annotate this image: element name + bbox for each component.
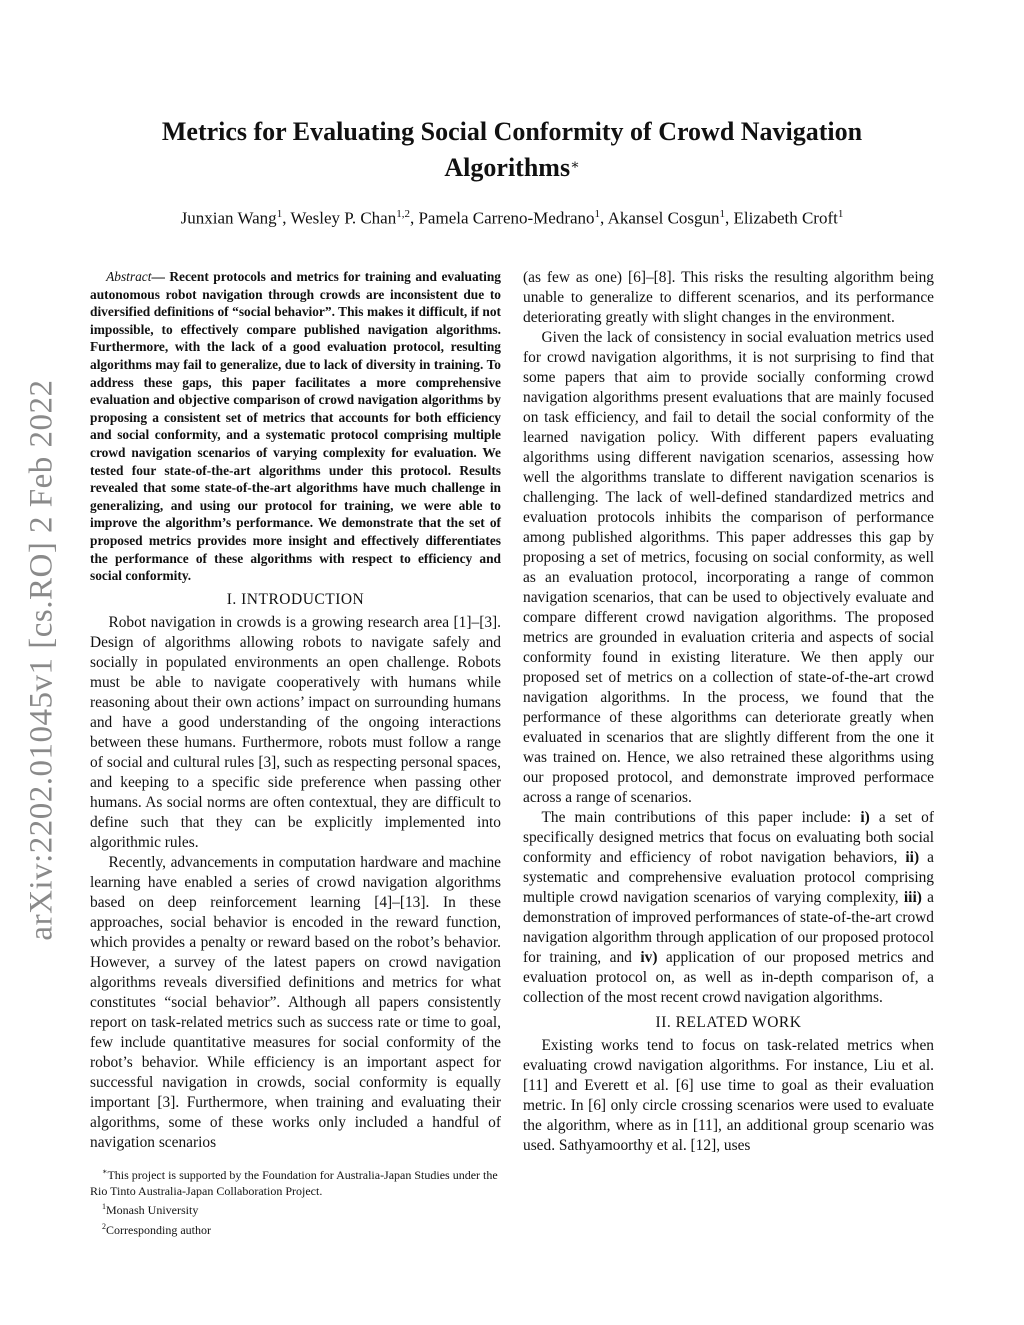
author-list: Junxian Wang$^1$, Wesley P. Chan$^{1,2}$, Pamela Carreno-Medrano$^1$, Akansel Cosgun$^1$, Elizabeth Croft$^1$	[180, 208, 844, 228]
title-footnote-mark: ∗	[570, 158, 580, 173]
author-affiliation: 1,2	[396, 208, 410, 220]
contrib-marker: iv)	[640, 949, 658, 966]
intro-paragraph-1: Robot navigation in crowds is a growing research area [1]–[3]. Design of algorithms allowing robots to navigate safely and socially in populated environments an open challenge. Robots must be able to navigate cooperatively with humans while reasoning about their own actions’ impact on surrounding humans and have a good understanding of the ongoing interactions between these humans. Furthermore, robots must follow a range of social and cultural rules [3], such as respecting personal spaces, and keeping to a specific side preference when passing other humans. As social norms are often contextual, they are difficult to define such that they can be explicitly implemented into algorithmic rules.	[90, 613, 501, 851]
contrib-text: a set of specifically designed metrics that focus on evaluating both social conformity and efficiency of robot navigation behaviors,	[523, 809, 935, 866]
abstract	[90, 268, 501, 585]
author-name: Pamela Carreno-Medrano	[418, 208, 595, 228]
footnote-mark: 1	[102, 1202, 106, 1211]
intro-paragraph-3: Given the lack of consistency in social evaluation metrics used for crowd navigation algorithms, it is not surprising to find that some papers that aim to provide socially conforming crowd navigation algorithms present evaluations that are mainly focused on task efficiency, and fail to detail the social conformity of the learned navigation policy. With different papers evaluating algorithms using different navigation scenarios, assessing how well the algorithms translate to different navigation scenarios is challenging. The lack of well-defined standardized metrics and evaluation protocols inhibits the comparison of performance among published algorithms. This paper addresses this gap by proposing a set of metrics, focusing on social conformity, as well as an evaluation protocol, incorporating a range of common navigation scenarios, that can be used to objectively evaluate and compare different crowd navigation algorithms. The proposed metrics are grounded in evaluation criteria and aspects of social conformity found in existing literature. We then apply our proposed set of metrics on a collection of state-of-the-art crowd navigation algorithms. In the process, we found that the performance of these algorithms can deteriorate greatly when evaluated in scenarios that are slightly different from the one it was trained on. Hence, we also retrained these algorithms using our proposed protocol, and demonstrate improved performace across a range of scenarios.	[523, 329, 934, 806]
section-heading-related-work: II. RELATED WORK	[655, 1014, 802, 1031]
contrib-text: a demonstration of improved performances of state-of-the-art crowd navigation algorithm through application of our proposed protocol for training, and	[523, 889, 934, 966]
contrib-text: The main contributions of this paper include:	[541, 809, 861, 826]
related-work-paragraph-1: Existing works tend to focus on task-related metrics when evaluating crowd navigation algorithms. For instance, Liu et al. [11] and Everett et al. [6] use time to goal as their evaluation metric. In [6] only circle crossing scenarios were used to evaluate the algorithm, where as in [11], an additional group scenario was used. Sathyamoorthy et al. [12], uses	[523, 1037, 934, 1154]
title-line-2	[100, 150, 924, 186]
author-affiliation: 1	[594, 208, 601, 220]
author-affiliation: 1	[837, 208, 844, 220]
contrib-marker: i)	[860, 809, 870, 826]
footnote-funding	[90, 1164, 501, 1199]
contrib-text: a systematic and comprehensive evaluation protocol comprising multiple crowd navigation scenarios of varying complexity,	[523, 849, 934, 906]
footnote-corresponding	[90, 1219, 501, 1239]
author-affiliation: 1	[719, 208, 726, 220]
footnotes	[90, 1164, 501, 1238]
author-name: Akansel Cosgun	[607, 208, 720, 228]
footnote-text: This project is supported by the Foundation for Australia-Japan Studies under the Rio Tinto Australia-Japan Collaboration Project.	[90, 1168, 498, 1198]
author-name: Junxian Wang	[180, 208, 277, 228]
left-column	[90, 268, 501, 1153]
footnote-mark: ∗	[102, 1167, 108, 1176]
footnote-affiliation	[90, 1199, 501, 1219]
right-column	[523, 268, 934, 1156]
section-heading-introduction: I. INTRODUCTION	[226, 590, 365, 608]
intro-paragraph-2: Recently, advancements in computation hardware and machine learning have enabled a series of crowd navigation algorithms based on deep reinforcement learning [4]–[13]. In these approaches, social behavior is encoded in the reward function, which provides a penalty or reward based on the robot’s behavior. However, a survey of the latest papers on crowd navigation algorithms reveals diversified definitions and metrics for what constitutes “social behavior”. Although all papers consistently report on task-related metrics such as success rate or time to goal, few include quantitative measures for social conformity of the robot’s behavior. While efficiency is an important aspect for successful navigation in crowds, social conformity is equally important [3]. Furthermore, when training and evaluating their algorithms, some of these works only included a handful of navigation scenarios	[90, 853, 501, 1151]
author-name: Elizabeth Croft	[733, 208, 838, 228]
abstract-text: — Recent protocols and metrics for training and evaluating autonomous robot navigation through crowds are inconsistent due to diversified definitions of “social behavior”. This makes it difficult, if not impossible, to effectively compare published navigation algorithms. Furthermore, with the lack of a good evaluation protocol, resulting algorithms may fail to generalize, due to lack of diversity in training. To address these gaps, this paper facilitates a more comprehensive evaluation and objective comparison of crowd navigation algorithms by proposing a consistent set of metrics that accounts for both efficiency and social conformity, and a systematic protocol comprising multiple crowd navigation scenarios of varying complexity for evaluation. We tested four state-of-the-art algorithms under this protocol. Results revealed that some state-of-the-art algorithms have much challenge in generalizing, and using our protocol for training, we were able to improve the algorithm’s performance. We demonstrate that the set of proposed metrics provides more insight and effectively differentiates the performance of these algorithms with respect to efficiency and social conformity.	[90, 269, 501, 584]
contrib-marker: ii)	[905, 849, 920, 866]
footnote-mark: 2	[102, 1221, 106, 1231]
arxiv-sidebar	[22, 360, 62, 960]
title-line-1: Metrics for Evaluating Social Conformity of Crowd Navigation	[161, 117, 863, 146]
abstract-label: Abstract	[106, 269, 152, 284]
title-line-2-text: Algorithms	[444, 153, 571, 182]
contributions-paragraph	[523, 808, 934, 1008]
contrib-marker: iii)	[903, 889, 922, 906]
contrib-text: application of our proposed metrics and evaluation protocol on, as well as in-depth comparison of, a collection of the most recent crowd navigation algorithms.	[523, 949, 935, 1006]
footnote-text: Corresponding author	[106, 1222, 211, 1237]
footnote-text: Monash University	[106, 1203, 199, 1217]
arxiv-id: arXiv:2202.01045v1 [cs.RO] 2 Feb 2022	[23, 379, 60, 941]
author-affiliation: 1	[276, 208, 283, 220]
author-name: Wesley P. Chan	[290, 208, 397, 228]
intro-paragraph-continued: (as few as one) [6]–[8]. This risks the resulting algorithm being unable to generalize to different scenarios, and its performance deteriorating greatly with slight changes in the environment.	[523, 269, 934, 326]
paper-title	[100, 114, 924, 186]
